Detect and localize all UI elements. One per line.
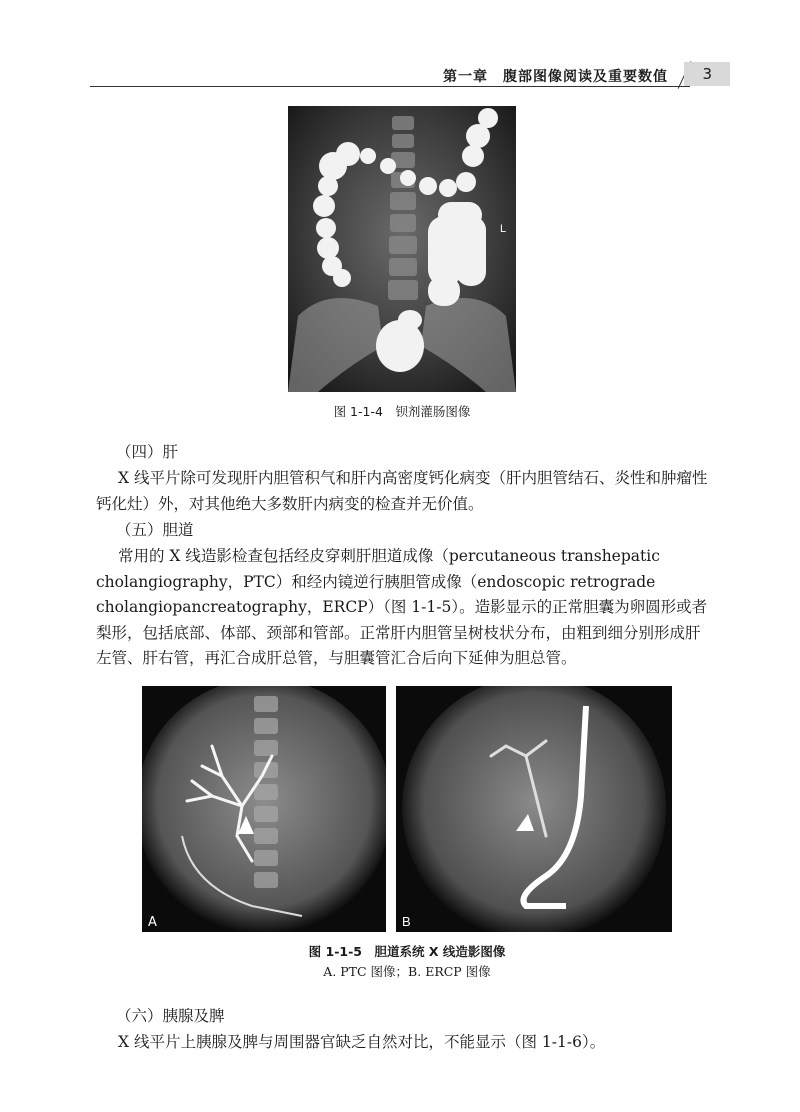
orientation-marker-L: L: [500, 223, 507, 235]
liver-heading: （四）肝: [116, 443, 179, 461]
liver-paragraph: X 线平片除可发现肝内胆管积气和肝内高密度钙化病变（肝内胆管结石、炎性和肿瘤性钙化灶）外，对其他绝大多数肝内病变的检查并无价值。: [96, 469, 708, 513]
running-header: [90, 62, 730, 86]
panel-a-label: A: [148, 915, 157, 930]
pancreas-spleen-paragraph: X 线平片上胰腺及脾与周围器官缺乏自然对比，不能显示（图 1-1-6）。: [118, 1033, 606, 1051]
biliary-paragraph: 常用的 X 线造影检查包括经皮穿刺肝胆道成像（percutaneous transhepatic cholangiography，PTC）和经内镜逆行胰胆管成像（endoscopic retrograde cholangiopancreatography，ERCP）（图 1-1-5）。造影显示的正常胆囊为卵圆形或者梨形，包括底部、体部、颈部和管部。正常肝内胆管呈树枝状分布，由粗到细分别形成肝左管、肝右管，再汇合成肝总管，与胆囊管汇合后向下延伸为胆总管。: [96, 547, 708, 667]
figure-1-1-5-subcaption: A. PTC 图像；B. ERCP 图像: [323, 964, 491, 979]
page-number: 3: [702, 65, 712, 83]
figure-1-1-4-caption: 图 1-1-4 钡剂灌肠图像: [333, 404, 471, 419]
ptc-image-panel: [142, 686, 386, 932]
ercp-image-panel: [396, 686, 672, 932]
header-rule: [90, 86, 690, 87]
page-number-box: [684, 62, 730, 86]
biliary-heading: （五）胆道: [116, 521, 194, 539]
figure-1-1-5-caption: 图 1-1-5 胆道系统 X 线造影图像: [308, 944, 506, 959]
barium-enema-xray-image: [288, 106, 516, 392]
panel-b-label: B: [402, 914, 411, 929]
pancreas-spleen-heading: （六）胰腺及脾: [116, 1007, 225, 1025]
chapter-title: 第一章 腹部图像阅读及重要数值: [443, 69, 668, 85]
